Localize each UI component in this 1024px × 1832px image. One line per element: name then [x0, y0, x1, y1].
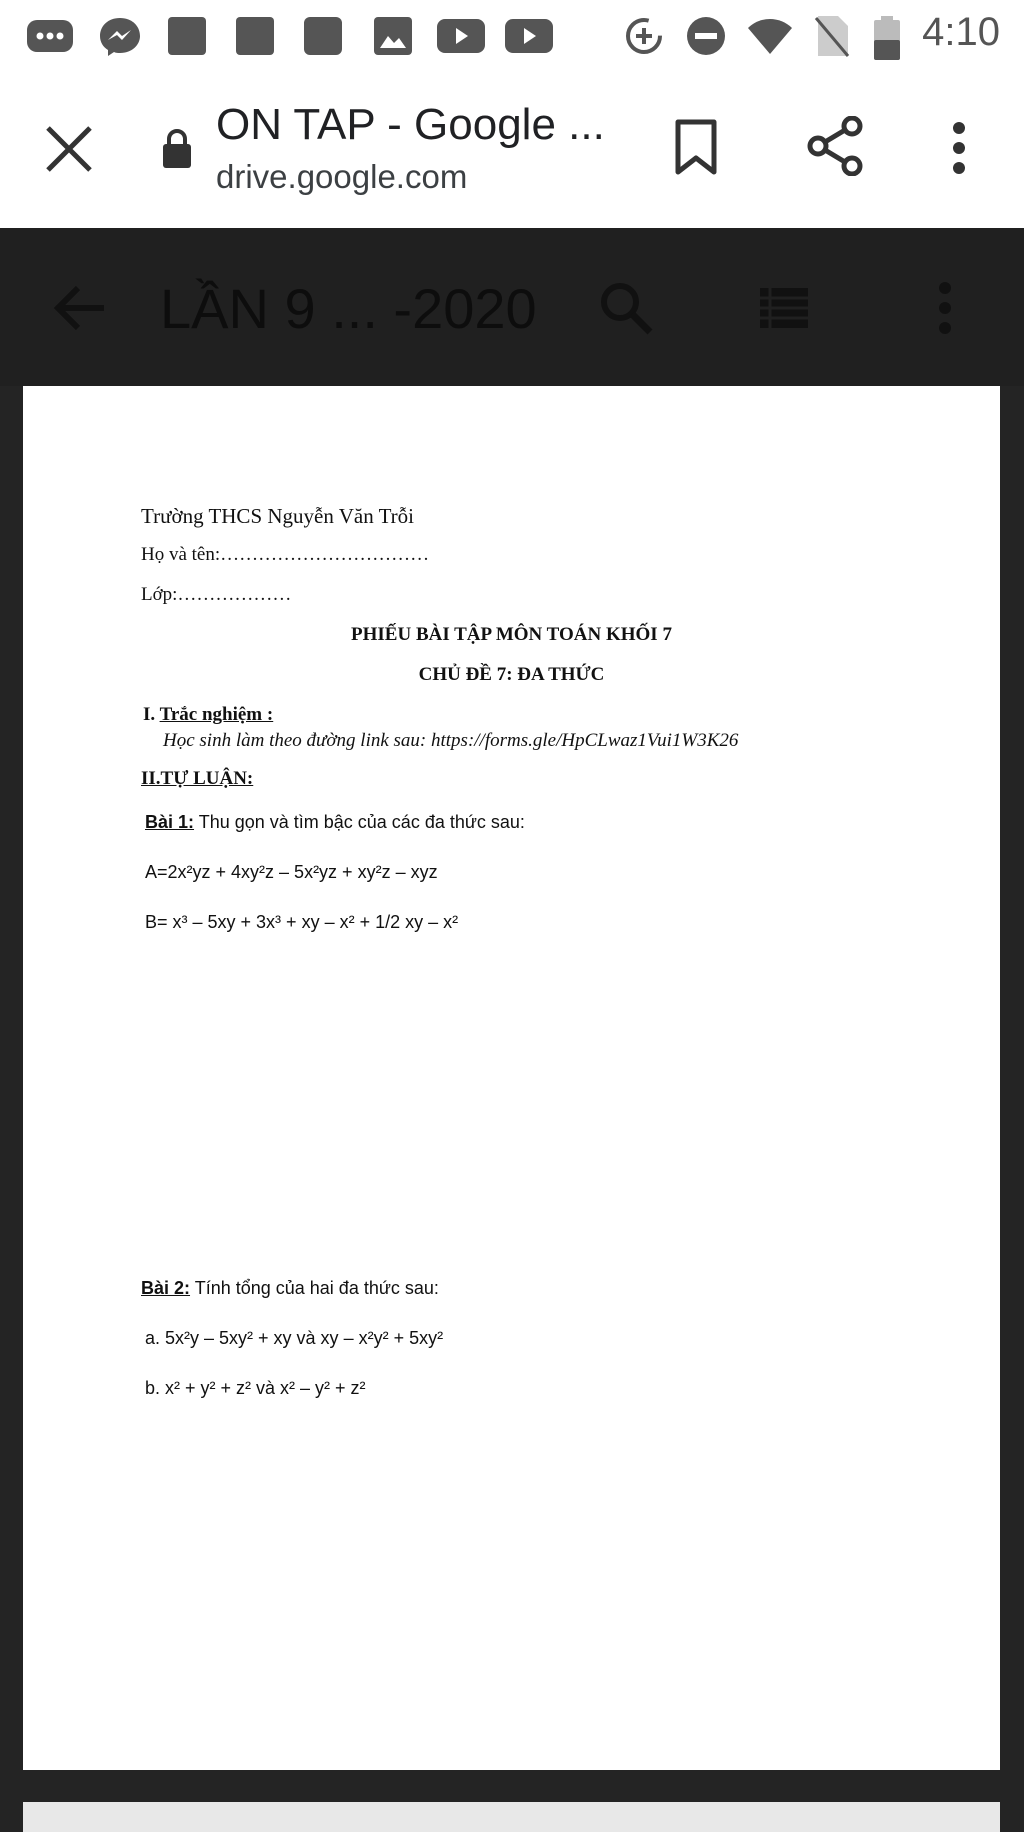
section2-heading: II.TỰ LUẬN:: [141, 768, 254, 789]
bai2-text: Tính tổng của hai đa thức sau:: [190, 1278, 439, 1298]
back-arrow-icon[interactable]: [52, 284, 108, 332]
share-icon[interactable]: [806, 116, 866, 176]
topic-heading: CHỦ ĐỀ 7: ĐA THỨC: [418, 664, 605, 685]
status-bar: [0, 0, 1024, 70]
bai2-label: Bài 2:: [141, 1278, 191, 1298]
lock-icon: [160, 128, 194, 170]
bai2-item-b: b. x² + y² + z² và x² – y² + z²: [145, 1378, 366, 1398]
battery-icon: [872, 16, 902, 60]
section1-number: I.: [143, 704, 156, 725]
list-view-icon[interactable]: [758, 286, 810, 330]
no-sim-icon: [814, 16, 850, 58]
bai1-prompt: [145, 812, 525, 833]
worksheet-heading: PHIẾU BÀI TẬP MÔN TOÁN KHỐI 7: [351, 624, 672, 645]
chat-app-icon: [26, 16, 76, 56]
document-page[interactable]: [23, 386, 1000, 1770]
browser-toolbar: [0, 70, 1024, 228]
do-not-disturb-icon: [684, 16, 728, 56]
data-saver-icon: [622, 16, 666, 56]
youtube-icon: [504, 16, 554, 56]
next-page-edge: [23, 1802, 1000, 1832]
section1-title: Trắc nghiệm :: [159, 704, 274, 725]
status-time: 4:10: [922, 10, 1000, 54]
more-options-icon[interactable]: [944, 120, 974, 176]
class-line: Lớp:………………: [141, 584, 292, 605]
image-icon: [372, 16, 414, 56]
bai1-label: Bài 1:: [145, 812, 195, 832]
page-url: drive.google.com: [216, 158, 468, 195]
document-title: LẦN 9 ... -2020: [160, 277, 537, 340]
viewer-toolbar: [0, 228, 1024, 386]
notification-icon: [234, 16, 276, 56]
page-title: ON TAP - Google ...: [216, 100, 605, 149]
section1-heading: [143, 704, 273, 726]
bai1-expression-a: A=2x²yz + 4xy²z – 5x²yz + xy²z – xyz: [145, 862, 438, 882]
search-icon[interactable]: [598, 280, 654, 336]
close-icon[interactable]: [42, 122, 96, 176]
bookmark-icon[interactable]: [672, 118, 720, 176]
youtube-icon: [436, 16, 486, 56]
bai2-prompt: [141, 1278, 439, 1299]
wifi-icon: [746, 16, 794, 56]
section1-instruction: Học sinh làm theo đường link sau: https://forms.gle/HpCLwaz1Vui1W3K26: [163, 730, 739, 751]
messenger-icon: [98, 16, 142, 56]
name-line: Họ và tên:……………………………: [141, 544, 430, 565]
bai1-expression-b: B= x³ – 5xy + 3x³ + xy – x² + 1/2 xy – x²: [145, 912, 459, 932]
bai1-text: Thu gọn và tìm bậc của các đa thức sau:: [194, 812, 525, 832]
bai2-item-a: a. 5x²y – 5xy² + xy và xy – x²y² + 5xy²: [145, 1328, 444, 1348]
viewer-more-icon[interactable]: [932, 280, 958, 336]
notification-icon: [166, 16, 208, 56]
school-name: Trường THCS Nguyễn Văn Trỗi: [141, 504, 414, 528]
notification-icon: [302, 16, 344, 56]
